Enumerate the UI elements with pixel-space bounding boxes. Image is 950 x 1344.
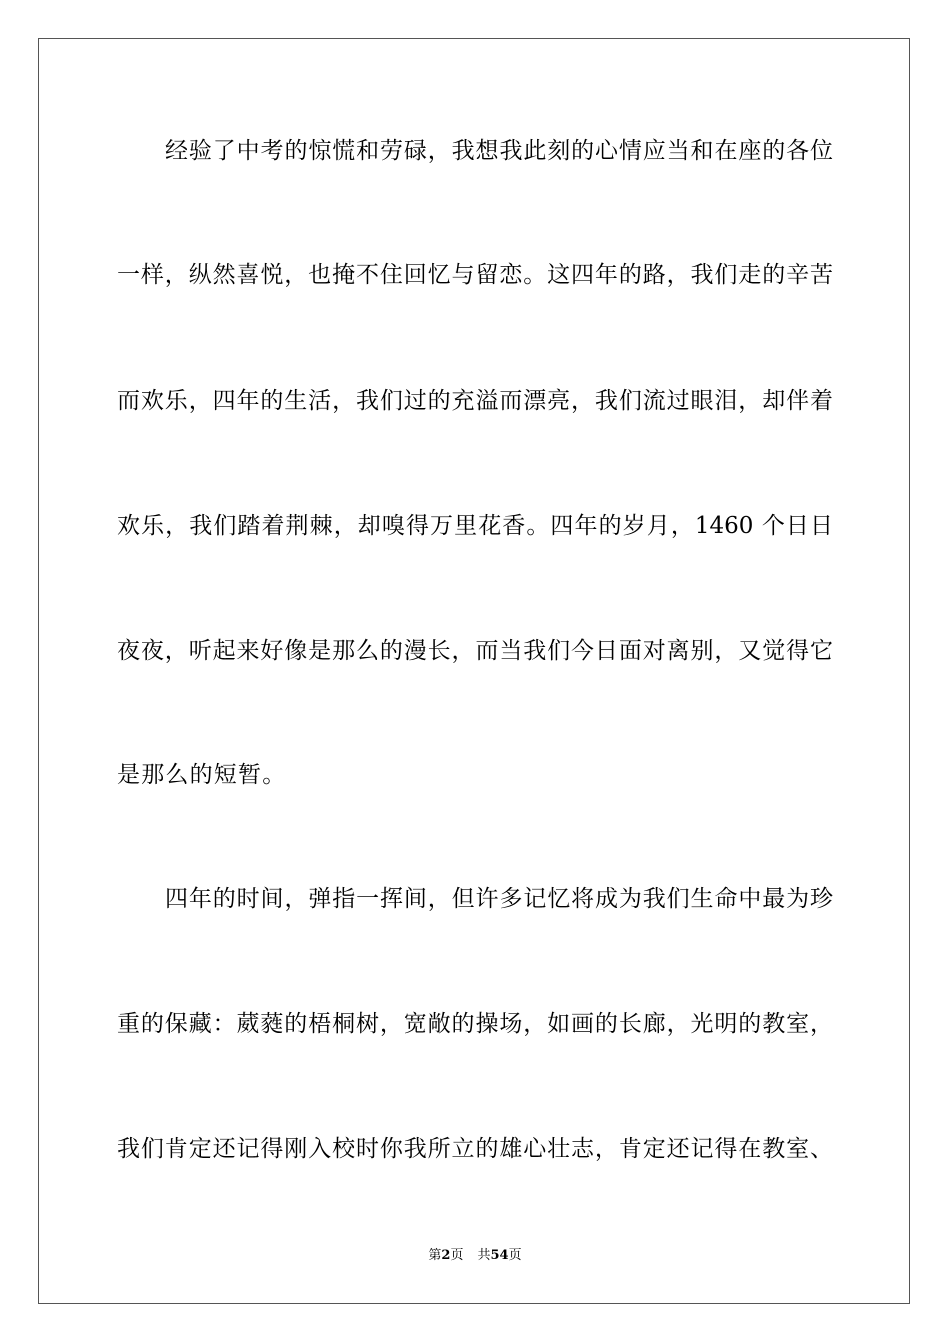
paragraph-1-line-5: 夜夜，听起来好像是那么的漫长，而当我们今日面对离别，又觉得它	[117, 638, 833, 664]
paragraph-1-line-3: 而欢乐，四年的生活，我们过的充溢而漂亮，我们流过眼泪，却伴着	[117, 388, 833, 414]
total-prefix: 共	[477, 1248, 491, 1263]
paragraph-2-line-3: 我们肯定还记得刚入校时你我所立的雄心壮志，肯定还记得在教室、	[117, 1136, 833, 1162]
total-pages: 54	[490, 1248, 509, 1263]
paragraph-1-line-4: 欢乐，我们踏着荆棘，却嗅得万里花香。四年的岁月，1460 个日日	[117, 513, 833, 539]
page-number: 2	[441, 1248, 451, 1263]
total-suffix: 页	[508, 1248, 522, 1263]
paragraph-1-line-6: 是那么的短暂。	[117, 762, 287, 788]
paragraph-1-line-1: 经验了中考的惊慌和劳碌，我想我此刻的心情应当和在座的各位	[165, 138, 833, 164]
paragraph-2-line-2: 重的保藏：葳蕤的梧桐树，宽敞的操场，如画的长廊，光明的教室，	[117, 1011, 833, 1037]
paragraph-2-line-1: 四年的时间，弹指一挥间，但许多记忆将成为我们生命中最为珍	[165, 886, 833, 912]
page-prefix: 第	[428, 1248, 442, 1263]
page-suffix: 页	[450, 1248, 464, 1263]
page-border	[38, 38, 910, 1304]
paragraph-1-line-2: 一样，纵然喜悦，也掩不住回忆与留恋。这四年的路，我们走的辛苦	[117, 262, 833, 288]
page-footer	[0, 1247, 950, 1265]
